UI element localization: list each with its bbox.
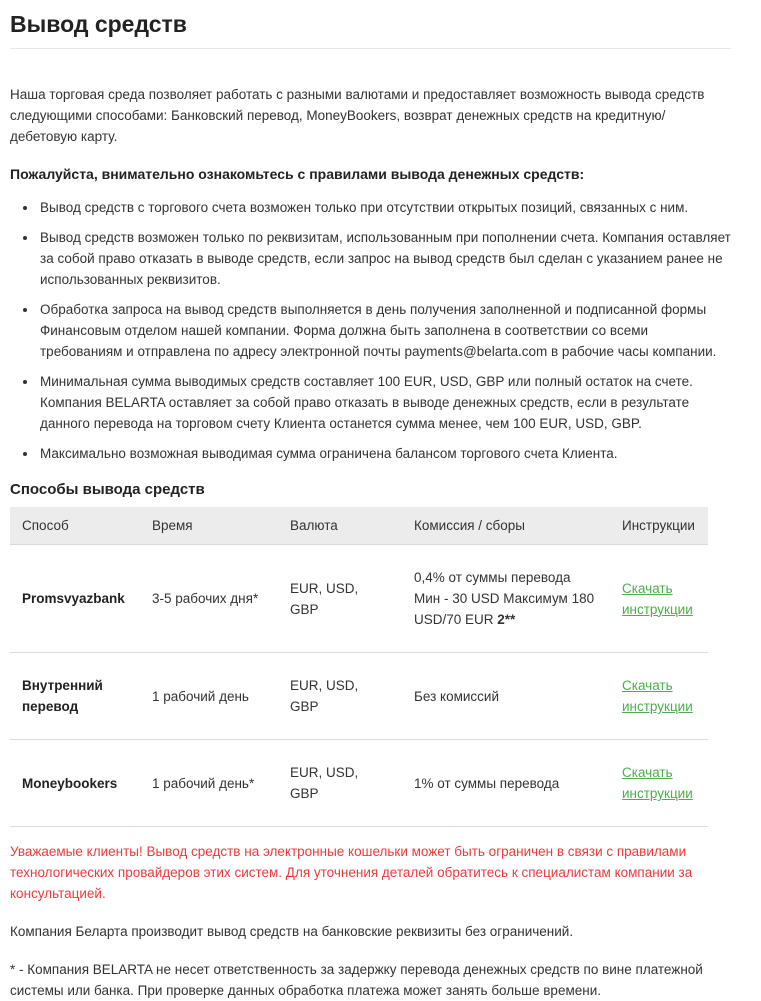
method-name: Moneybookers bbox=[10, 740, 140, 827]
warning-notice: Уважаемые клиенты! Вывод средств на электронные кошельки может быть ограничен в связи с правилами технологических провайдеров этих систем. Для уточнения деталей обратитесь к специалистам компании за консультацией. bbox=[10, 844, 693, 901]
method-name: Внутренний перевод bbox=[10, 653, 140, 740]
method-fee bbox=[402, 653, 610, 740]
fee-text: 0,4% от суммы перевода Мин - 30 USD Максимум 180 USD/70 EUR bbox=[414, 570, 595, 627]
method-currency: EUR, USD, GBP bbox=[278, 653, 402, 740]
download-instructions-link[interactable]: Скачать инструкции bbox=[622, 765, 693, 801]
column-header-fee: Комиссия / сборы bbox=[402, 507, 610, 545]
rule-item: • Обработка запроса на вывод средств выполняется в день получения заполненной и подписанной формы Финансовым отделом нашей компании. Форма должна быть заполнена в соответствии со всеми требованиям и отправлена по адресу электронной почты payments@belarta.com в рабочие часы компании. bbox=[38, 299, 731, 362]
method-instructions bbox=[610, 545, 708, 653]
table-header-row bbox=[10, 507, 708, 545]
method-fee bbox=[402, 545, 610, 653]
column-header-time: Время bbox=[140, 507, 278, 545]
table-row bbox=[10, 740, 708, 827]
rule-item: • Вывод средств возможен только по реквизитам, использованным при пополнении счета. Компания оставляет за собой право отказать в выводе средств, если запрос на вывод средств был сделан с указанием ранее не использованных реквизитов. bbox=[38, 227, 731, 290]
method-time: 1 рабочий день bbox=[140, 653, 278, 740]
download-instructions-link[interactable]: Скачать инструкции bbox=[622, 678, 693, 714]
rule-item: • Максимально возможная выводимая сумма ограничена балансом торгового счета Клиента. bbox=[38, 443, 731, 464]
methods-heading: Способы вывода средств bbox=[10, 481, 205, 498]
table-row bbox=[10, 653, 708, 740]
method-instructions bbox=[610, 653, 708, 740]
rules-heading: Пожалуйста, внимательно ознакомьтесь с правилами вывода денежных средств: bbox=[10, 166, 585, 182]
bank-note: Компания Беларта производит вывод средств на банковские реквизиты без ограничений. bbox=[10, 924, 574, 939]
intro-paragraph: Наша торговая среда позволяет работать с разными валютами и предоставляет возможность вывода средств следующими способами: Банковский перевод, MoneyBookers, возврат денежных средств на кредитную/дебетовую карту. bbox=[10, 87, 705, 144]
table-row bbox=[10, 545, 708, 653]
rules-list bbox=[10, 197, 731, 464]
footnote: * - Компания BELARTA не несет ответственность за задержку перевода денежных средств по вине платежной системы или банка. При проверке данных обработка платежа может занять больше времени. bbox=[10, 962, 703, 998]
rule-item: • Минимальная сумма выводимых средств составляет 100 EUR, USD, GBP или полный остаток на счете. Компания BELARTA оставляет за собой право отказать в выводе денежных средств, если в результате данного перевода на торговом счету Клиента останется сумма менее, чем 100 EUR, USD, GBP. bbox=[38, 371, 731, 434]
download-instructions-link[interactable]: Скачать инструкции bbox=[622, 580, 693, 617]
column-header-method: Способ bbox=[10, 507, 140, 545]
fee-footnote-marker: 2** bbox=[497, 612, 516, 627]
method-fee bbox=[402, 740, 610, 827]
method-currency: EUR, USD, GBP bbox=[278, 740, 402, 827]
method-instructions bbox=[610, 740, 708, 827]
method-time: 1 рабочий день* bbox=[140, 740, 278, 827]
column-header-instructions: Инструкции bbox=[610, 507, 708, 545]
method-name: Promsvyazbank bbox=[10, 545, 140, 653]
method-currency: EUR, USD, GBP bbox=[278, 545, 402, 653]
fee-text: 1% от суммы перевода bbox=[414, 775, 560, 791]
rule-item: • Вывод средств с торгового счета возможен только при отсутствии открытых позиций, связанных с ним. bbox=[38, 197, 731, 218]
fee-text: Без комиссий bbox=[414, 688, 499, 704]
column-header-currency: Валюта bbox=[278, 507, 402, 545]
page-title: Вывод средств bbox=[10, 10, 731, 49]
method-time: 3-5 рабочих дня* bbox=[140, 545, 278, 653]
withdrawal-methods-table bbox=[10, 507, 708, 827]
